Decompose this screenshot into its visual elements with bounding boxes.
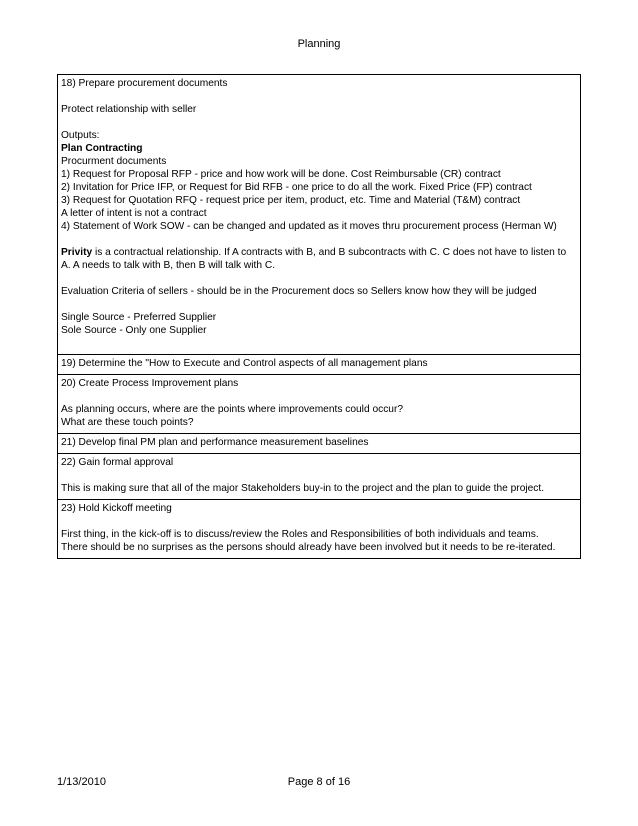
section-18-protect: Protect relationship with seller — [61, 104, 197, 115]
privity-term: Privity — [61, 247, 93, 258]
letter-of-intent-note: A letter of intent is not a contract — [61, 208, 207, 219]
section-20-heading: 20) Create Process Improvement plans — [61, 378, 239, 389]
section-23 — [58, 499, 580, 558]
section-18-heading: 18) Prepare procurement documents — [61, 78, 228, 89]
list-item-sow: 4) Statement of Work SOW - can be changed and updated as it moves thru procurement process (Herman W) — [61, 221, 557, 232]
section-20 — [58, 374, 580, 433]
section-23-heading: 23) Hold Kickoff meeting — [61, 503, 172, 514]
list-item-ifp: 2) Invitation for Price IFP, or Request for Bid RFB - one price to do all the work. Fixed Price (FP) contract — [61, 182, 532, 193]
section-20-question-1: As planning occurs, where are the points where improvements could occur? — [61, 404, 404, 415]
section-20-question-2: What are these touch points? — [61, 417, 194, 428]
section-21-heading: 21) Develop final PM plan and performance measurement baselines — [61, 437, 369, 448]
sole-source: Sole Source - Only one Supplier — [61, 325, 207, 336]
procurment-documents-label: Procurment documents — [61, 156, 167, 167]
page-header-title: Planning — [297, 38, 341, 50]
footer-page-number: Page 8 of 16 — [287, 776, 351, 788]
section-23-line-1: First thing, in the kick-off is to discuss/review the Roles and Responsibilities of both individuals and teams. — [61, 529, 539, 540]
section-22-text: This is making sure that all of the major Stakeholders buy-in to the project and the plan to guide the project. — [61, 483, 545, 494]
privity-definition: is a contractual relationship. If A contracts with B, and B subcontracts with C. C does not have to listen to — [92, 247, 567, 258]
footer-date: 1/13/2010 — [57, 776, 106, 788]
privity-continued: A. A needs to talk with B, then B will talk with C. — [61, 260, 276, 271]
list-item-rfq: 3) Request for Quotation RFQ - request price per item, product, etc. Time and Material (T&M) contract — [61, 195, 521, 206]
section-18 — [58, 75, 580, 354]
list-item-rfp: 1) Request for Proposal RFP - price and how work will be done. Cost Reimbursable (CR) contract — [61, 169, 501, 180]
outputs-label: Outputs: — [61, 130, 100, 141]
single-source: Single Source - Preferred Supplier — [61, 312, 217, 323]
section-22 — [58, 453, 580, 499]
planning-table — [57, 74, 581, 559]
section-21 — [58, 433, 580, 453]
section-19 — [58, 354, 580, 374]
section-23-line-2: There should be no surprises as the persons should already have been involved but it needs to be re-iterated. — [61, 542, 556, 553]
section-19-heading: 19) Determine the "How to Execute and Control aspects of all management plans — [61, 358, 428, 369]
plan-contracting-heading: Plan Contracting — [61, 143, 143, 154]
privity-paragraph — [61, 246, 578, 259]
section-22-heading: 22) Gain formal approval — [61, 457, 174, 468]
evaluation-criteria: Evaluation Criteria of sellers - should be in the Procurement docs so Sellers know how they will be judged — [61, 286, 537, 297]
